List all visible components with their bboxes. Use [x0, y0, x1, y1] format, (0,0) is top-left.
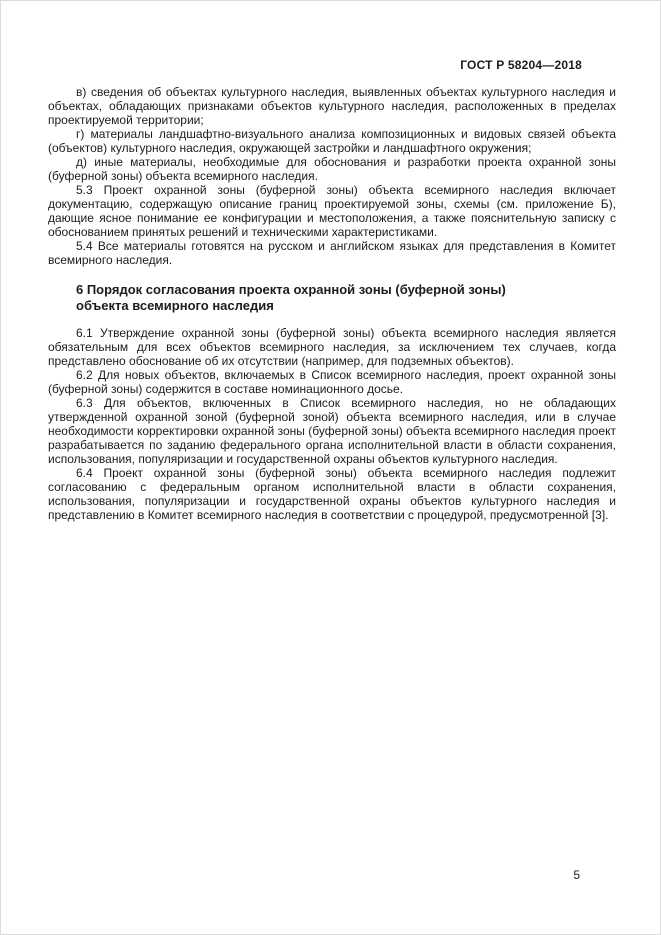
paragraph-6-1: 6.1 Утверждение охранной зоны (буферной зоны) объекта всемирного наследия является обязательным для всех объектов всемирного наследия, за исключением тех случаев, когда представлено обоснование об их отсутствии (например, для подземных объектов).	[48, 326, 616, 368]
document-body	[48, 85, 616, 522]
document-code: ГОСТ Р 58204—2018	[460, 58, 582, 72]
paragraph-list-item-d: д) иные материалы, необходимые для обоснования и разработки проекта охранной зоны (буферной зоны) объекта всемирного наследия.	[48, 155, 616, 183]
paragraph-6-3: 6.3 Для объектов, включенных в Список всемирного наследия, но не обладающих утвержденной охранной зоной (буферной зоной) объекта всемирного наследия, или в случае необходимости корректировки охранной зоны (буферной зоны) объекта всемирного наследия проект разрабатывается по заданию федерального органа исполнительной власти в области сохранения, использования, популяризации и государственной охраны объектов культурного наследия.	[48, 396, 616, 466]
page-number: 5	[573, 868, 580, 882]
section-6-heading: 6 Порядок согласования проекта охранной зоны (буферной зоны) объекта всемирного наследия	[76, 282, 506, 313]
paragraph-list-item-v: в) сведения об объектах культурного наследия, выявленных объектах культурного наследия и объектах, обладающих признаками объектов культурного наследия, расположенных в пределах проектируемой территории;	[48, 85, 616, 127]
paragraph-6-4: 6.4 Проект охранной зоны (буферной зоны) объекта всемирного наследия подлежит согласованию с федеральным органом исполнительной власти в области сохранения, использования, популяризации и государственной охраны объектов культурного наследия и представлению в Комитет всемирного наследия в соответствии с процедурой, предусмотренной [3].	[48, 466, 616, 522]
page-header	[48, 58, 582, 72]
paragraph-6-2: 6.2 Для новых объектов, включаемых в Список всемирного наследия, проект охранной зоны (буферной зоны) содержится в составе номинационного досье.	[48, 368, 616, 396]
paragraph-5-3: 5.3 Проект охранной зоны (буферной зоны) объекта всемирного наследия включает документацию, содержащую описание границ проектируемой зоны, схемы (см. приложение Б), дающие ясное понимание ее конфигурации и местоположения, а также пояснительную записку с обоснованием принятых решений и техническими характеристиками.	[48, 183, 616, 239]
paragraph-list-item-g: г) материалы ландшафтно-визуального анализа композиционных и видовых связей объекта (объектов) культурного наследия, окружающей застройки и ландшафтного окружения;	[48, 127, 616, 155]
paragraph-5-4: 5.4 Все материалы готовятся на русском и английском языках для представления в Комитет всемирного наследия.	[48, 239, 616, 267]
